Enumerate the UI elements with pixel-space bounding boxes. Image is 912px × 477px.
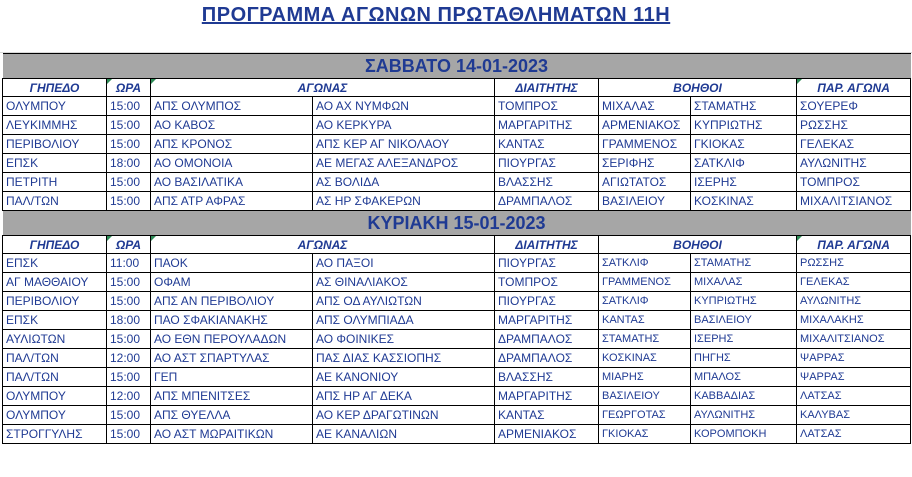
cell-field[interactable]: ΠΕΤΡΙΤΗ (3, 173, 107, 192)
cell-home[interactable]: ΑΠΣ ΟΛΥΜΠΟΣ (151, 97, 313, 116)
cell-assistant1[interactable]: ΜΙΑΡΗΣ (599, 368, 691, 387)
table-row (3, 406, 911, 425)
cell-observer[interactable]: ΛΑΤΣΑΣ (797, 387, 911, 406)
cell-assistant2[interactable]: ΓΚΙΟΚΑΣ (691, 135, 797, 154)
cell-field[interactable]: ΑΓ ΜΑΘΘΑΙΟΥ (3, 273, 107, 292)
cell-field[interactable]: ΑΥΛΙΩΤΩΝ (3, 330, 107, 349)
cell-assistant1[interactable]: ΜΙΧΑΛΑΣ (599, 97, 691, 116)
table-row (3, 116, 911, 135)
table-row (3, 387, 911, 406)
cell-time[interactable]: 12:00 (107, 387, 151, 406)
cell-field[interactable]: ΕΠΣΚ (3, 254, 107, 273)
cell-away[interactable]: ΑΠΣ ΟΛΥΜΠΙΑΔΑ (313, 311, 495, 330)
cell-home[interactable]: ΟΦΑΜ (151, 273, 313, 292)
cell-observer[interactable]: ΡΩΣΣΗΣ (797, 254, 911, 273)
table-row (3, 311, 911, 330)
cell-home[interactable]: ΑΟ ΚΑΒΟΣ (151, 116, 313, 135)
table-row (3, 273, 911, 292)
cell-referee[interactable]: ΚΑΝΤΑΣ (495, 135, 599, 154)
header-matches[interactable]: ΑΓΩΝΑΣ (151, 236, 495, 254)
cell-away[interactable]: ΑΟ ΚΕΡΚΥΡΑ (313, 116, 495, 135)
cell-away[interactable]: ΑΣ ΗΡ ΣΦΑΚΕΡΩΝ (313, 192, 495, 211)
cell-referee[interactable]: ΜΑΡΓΑΡΙΤΗΣ (495, 311, 599, 330)
cell-home[interactable]: ΑΠΣ ΚΡΟΝΟΣ (151, 135, 313, 154)
cell-field[interactable]: ΠΑΛ/ΤΩΝ (3, 368, 107, 387)
table-row (3, 349, 911, 368)
cell-referee[interactable]: ΠΙΟΥΡΓΑΣ (495, 292, 599, 311)
cell-away[interactable]: ΑΟ ΠΑΞΟΙ (313, 254, 495, 273)
cell-time[interactable]: 15:00 (107, 273, 151, 292)
cell-assistant1[interactable]: ΒΑΣΙΛΕΙΟΥ (599, 387, 691, 406)
cell-away[interactable]: ΑΕ ΚΑΝΟΝΙΟΥ (313, 368, 495, 387)
cell-assistant2[interactable]: ΣΤΑΜΑΤΗΣ (691, 254, 797, 273)
cell-assistant1[interactable]: ΚΑΝΤΑΣ (599, 311, 691, 330)
cell-referee[interactable]: ΚΑΝΤΑΣ (495, 406, 599, 425)
cell-referee[interactable]: ΑΡΜΕΝΙΑΚΟΣ (495, 425, 599, 444)
column-header-row (3, 236, 911, 254)
table-row (3, 330, 911, 349)
table-row (3, 368, 911, 387)
cell-observer[interactable]: ΜΙΧΑΛΙΤΣΙΑΝΟΣ (797, 192, 911, 211)
cell-away[interactable]: ΑΣ ΒΟΛΙΔΑ (313, 173, 495, 192)
page-title[interactable]: ΠΡΟΓΡΑΜΜΑ ΑΓΩΝΩΝ ΠΡΩΤΑΘΛΗΜΑΤΩΝ 11Η (201, 3, 671, 26)
header-matches[interactable]: ΑΓΩΝΑΣ (151, 79, 495, 97)
cell-field[interactable]: ΕΠΣΚ (3, 311, 107, 330)
cell-assistant1[interactable]: ΑΓΙΩΤΑΤΟΣ (599, 173, 691, 192)
cell-observer[interactable]: ΤΟΜΠΡΟΣ (797, 173, 911, 192)
header-time[interactable]: ΩΡΑ (107, 236, 151, 254)
schedule-body (3, 54, 911, 444)
cell-home[interactable]: ΑΠΣ ΑΤΡ ΑΦΡΑΣ (151, 192, 313, 211)
cell-referee[interactable]: ΠΙΟΥΡΓΑΣ (495, 254, 599, 273)
cell-away[interactable]: ΑΟ ΦΟΙΝΙΚΕΣ (313, 330, 495, 349)
cell-time[interactable]: 15:00 (107, 116, 151, 135)
cell-assistant1[interactable]: ΓΕΩΡΓΟΤΑΣ (599, 406, 691, 425)
table-row (3, 135, 911, 154)
cell-assistant1[interactable]: ΒΑΣΙΛΕΙΟΥ (599, 192, 691, 211)
cell-assistant2[interactable]: ΣΤΑΜΑΤΗΣ (691, 97, 797, 116)
cell-home[interactable]: ΑΟ ΑΣΤ ΣΠΑΡΤΥΛΑΣ (151, 349, 313, 368)
cell-away[interactable]: ΑΕ ΚΑΝΑΛΙΩΝ (313, 425, 495, 444)
cell-referee[interactable]: ΜΑΡΓΑΡΙΤΗΣ (495, 116, 599, 135)
table-row (3, 173, 911, 192)
cell-time[interactable]: 15:00 (107, 173, 151, 192)
table-row (3, 254, 911, 273)
cell-assistant2[interactable]: ΠΗΓΗΣ (691, 349, 797, 368)
cell-assistant2[interactable]: ΑΥΛΩΝΙΤΗΣ (691, 406, 797, 425)
cell-away[interactable]: ΑΕ ΜΕΓΑΣ ΑΛΕΞΑΝΔΡΟΣ (313, 154, 495, 173)
cell-observer[interactable]: ΨΑΡΡΑΣ (797, 368, 911, 387)
cell-time[interactable]: 15:00 (107, 97, 151, 116)
table-row (3, 192, 911, 211)
cell-assistant2[interactable]: ΜΠΑΛΟΣ (691, 368, 797, 387)
column-header-row (3, 79, 911, 97)
cell-away[interactable]: ΑΠΣ ΟΔ ΑΥΛΙΩΤΩΝ (313, 292, 495, 311)
cell-observer[interactable]: ΡΩΣΣΗΣ (797, 116, 911, 135)
cell-field[interactable]: ΣΤΡΟΓΓΥΛΗΣ (3, 425, 107, 444)
cell-field[interactable]: ΛΕΥΚΙΜΜΗΣ (3, 116, 107, 135)
cell-referee[interactable]: ΔΡΑΜΠΑΛΟΣ (495, 192, 599, 211)
header-time[interactable]: ΩΡΑ (107, 79, 151, 97)
cell-referee[interactable]: ΜΑΡΓΑΡΙΤΗΣ (495, 387, 599, 406)
cell-observer[interactable]: ΛΑΤΣΑΣ (797, 425, 911, 444)
title-row (0, 0, 912, 30)
cell-assistant2[interactable]: ΚΑΒΒΑΔΙΑΣ (691, 387, 797, 406)
table-row (3, 425, 911, 444)
cell-away[interactable]: ΑΣ ΘΙΝΑΛΙΑΚΟΣ (313, 273, 495, 292)
header-referee[interactable]: ΔΙΑΙΤΗΤΗΣ (495, 236, 599, 254)
cell-referee[interactable]: ΠΙΟΥΡΓΑΣ (495, 154, 599, 173)
cell-assistant1[interactable]: ΣΕΡΙΦΗΣ (599, 154, 691, 173)
cell-time[interactable]: 12:00 (107, 349, 151, 368)
cell-observer[interactable]: ΑΥΛΩΝΙΤΗΣ (797, 292, 911, 311)
cell-home[interactable]: ΑΠΣ ΜΠΕΝΙΤΣΕΣ (151, 387, 313, 406)
cell-referee[interactable]: ΤΟΜΠΡΟΣ (495, 273, 599, 292)
cell-assistant2[interactable]: ΚΥΠΡΙΩΤΗΣ (691, 292, 797, 311)
cell-assistant2[interactable]: ΒΑΣΙΛΕΙΟΥ (691, 311, 797, 330)
cell-time[interactable]: 15:00 (107, 425, 151, 444)
cell-referee[interactable]: ΒΛΑΣΣΗΣ (495, 173, 599, 192)
cell-observer[interactable]: ΣΟΥΕΡΕΦ (797, 97, 911, 116)
cell-assistant1[interactable]: ΓΡΑΜΜΕΝΟΣ (599, 135, 691, 154)
blank-row[interactable] (0, 30, 912, 53)
cell-assistant2[interactable]: ΚΟΡΟΜΠΟΚΗ (691, 425, 797, 444)
cell-away[interactable]: ΠΑΣ ΔΙΑΣ ΚΑΣΣΙΟΠΗΣ (313, 349, 495, 368)
schedule-table (2, 53, 911, 444)
cell-away[interactable]: ΑΟ ΚΕΡ ΔΡΑΓΩΤΙΝΩΝ (313, 406, 495, 425)
cell-observer[interactable]: ΜΙΧΑΛΑΚΗΣ (797, 311, 911, 330)
cell-field[interactable]: ΠΑΛ/ΤΩΝ (3, 349, 107, 368)
cell-time[interactable]: 18:00 (107, 311, 151, 330)
table-row (3, 292, 911, 311)
cell-assistant1[interactable]: ΣΑΤΚΛΙΦ (599, 292, 691, 311)
cell-referee[interactable]: ΒΛΑΣΣΗΣ (495, 368, 599, 387)
cell-referee[interactable]: ΤΟΜΠΡΟΣ (495, 97, 599, 116)
cell-assistant1[interactable]: ΑΡΜΕΝΙΑΚΟΣ (599, 116, 691, 135)
header-observer[interactable]: ΠΑΡ. ΑΓΩΝΑ (797, 236, 911, 254)
cell-observer[interactable]: ΓΕΛΕΚΑΣ (797, 273, 911, 292)
table-row (3, 154, 911, 173)
table-row (3, 97, 911, 116)
cell-time[interactable]: 15:00 (107, 368, 151, 387)
cell-home[interactable]: ΑΠΣ ΑΝ ΠΕΡΙΒΟΛΙΟΥ (151, 292, 313, 311)
cell-time[interactable]: 11:00 (107, 254, 151, 273)
cell-field[interactable]: ΟΛΥΜΠΟΥ (3, 387, 107, 406)
header-field[interactable]: ΓΗΠΕΔΟ (3, 236, 107, 254)
cell-time[interactable]: 15:00 (107, 192, 151, 211)
day-header-row (3, 54, 911, 79)
cell-away[interactable]: ΑΟ ΑΧ ΝΥΜΦΩΝ (313, 97, 495, 116)
cell-assistant1[interactable]: ΓΡΑΜΜΕΝΟΣ (599, 273, 691, 292)
cell-home[interactable]: ΠΑΟ ΣΦΑΚΙΑΝΑΚΗΣ (151, 311, 313, 330)
cell-assistant2[interactable]: ΙΣΕΡΗΣ (691, 173, 797, 192)
cell-away[interactable]: ΑΠΣ ΗΡ ΑΓ ΔΕΚΑ (313, 387, 495, 406)
cell-observer[interactable]: ΨΑΡΡΑΣ (797, 349, 911, 368)
header-assistants[interactable]: ΒΟΗΘΟΙ (599, 79, 797, 97)
cell-time[interactable]: 18:00 (107, 154, 151, 173)
cell-time[interactable]: 15:00 (107, 406, 151, 425)
cell-assistant1[interactable]: ΣΑΤΚΛΙΦ (599, 254, 691, 273)
cell-assistant1[interactable]: ΓΚΙΟΚΑΣ (599, 425, 691, 444)
cell-referee[interactable]: ΔΡΑΜΠΑΛΟΣ (495, 330, 599, 349)
cell-home[interactable]: ΑΠΣ ΘΥΕΛΛΑ (151, 406, 313, 425)
cell-assistant2[interactable]: ΚΟΣΚΙΝΑΣ (691, 192, 797, 211)
header-referee[interactable]: ΔΙΑΙΤΗΤΗΣ (495, 79, 599, 97)
header-observer[interactable]: ΠΑΡ. ΑΓΩΝΑ (797, 79, 911, 97)
header-field[interactable]: ΓΗΠΕΔΟ (3, 79, 107, 97)
cell-assistant2[interactable]: ΜΙΧΑΛΑΣ (691, 273, 797, 292)
cell-assistant2[interactable]: ΙΣΕΡΗΣ (691, 330, 797, 349)
cell-observer[interactable]: ΑΥΛΩΝΙΤΗΣ (797, 154, 911, 173)
cell-home[interactable]: ΓΕΠ (151, 368, 313, 387)
cell-assistant1[interactable]: ΚΟΣΚΙΝΑΣ (599, 349, 691, 368)
day-label[interactable]: ΚΥΡΙΑΚΗ 15-01-2023 (3, 211, 911, 236)
cell-field[interactable]: ΠΕΡΙΒΟΛΙΟΥ (3, 135, 107, 154)
cell-assistant2[interactable]: ΚΥΠΡΙΩΤΗΣ (691, 116, 797, 135)
cell-observer[interactable]: ΚΑΛΥΒΑΣ (797, 406, 911, 425)
cell-field[interactable]: ΕΠΣΚ (3, 154, 107, 173)
cell-field[interactable]: ΟΛΥΜΠΟΥ (3, 97, 107, 116)
cell-referee[interactable]: ΔΡΑΜΠΑΛΟΣ (495, 349, 599, 368)
cell-away[interactable]: ΑΠΣ ΚΕΡ ΑΓ ΝΙΚΟΛΑΟΥ (313, 135, 495, 154)
cell-observer[interactable]: ΓΕΛΕΚΑΣ (797, 135, 911, 154)
cell-time[interactable]: 15:00 (107, 330, 151, 349)
cell-home[interactable]: ΑΟ ΟΜΟΝΟΙΑ (151, 154, 313, 173)
cell-field[interactable]: ΠΕΡΙΒΟΛΙΟΥ (3, 292, 107, 311)
day-header-row (3, 211, 911, 236)
cell-field[interactable]: ΠΑΛ/ΤΩΝ (3, 192, 107, 211)
cell-assistant1[interactable]: ΣΤΑΜΑΤΗΣ (599, 330, 691, 349)
cell-assistant2[interactable]: ΣΑΤΚΛΙΦ (691, 154, 797, 173)
cell-home[interactable]: ΑΟ ΑΣΤ ΜΩΡΑΙΤΙΚΩΝ (151, 425, 313, 444)
cell-home[interactable]: ΑΟ ΒΑΣΙΛΑΤΙΚΑ (151, 173, 313, 192)
cell-field[interactable]: ΟΛΥΜΠΟΥ (3, 406, 107, 425)
header-assistants[interactable]: ΒΟΗΘΟΙ (599, 236, 797, 254)
cell-time[interactable]: 15:00 (107, 135, 151, 154)
cell-home[interactable]: ΠΑΟΚ (151, 254, 313, 273)
day-label[interactable]: ΣΑΒΒΑΤΟ 14-01-2023 (3, 54, 911, 79)
cell-observer[interactable]: ΜΙΧΑΛΙΤΣΙΑΝΟΣ (797, 330, 911, 349)
cell-time[interactable]: 15:00 (107, 292, 151, 311)
cell-home[interactable]: ΑΟ ΕΘΝ ΠΕΡΟΥΛΑΔΩΝ (151, 330, 313, 349)
